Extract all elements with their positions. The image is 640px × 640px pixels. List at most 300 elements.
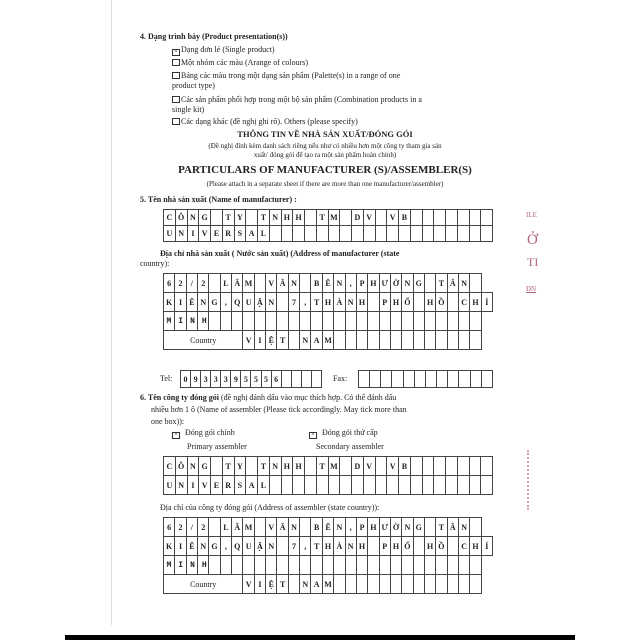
grid-cell[interactable]: H xyxy=(470,537,481,556)
grid-cell[interactable]: V xyxy=(266,274,277,293)
presentation-option[interactable] xyxy=(172,95,422,104)
grid-cell[interactable] xyxy=(322,312,333,331)
grid-cell[interactable]: I xyxy=(175,537,186,556)
country-cell[interactable] xyxy=(390,331,401,350)
grid-cell[interactable]: N xyxy=(269,457,281,476)
grid-cell[interactable]: 6 xyxy=(164,274,175,293)
grid-cell[interactable] xyxy=(422,226,434,242)
grid-cell[interactable] xyxy=(211,457,223,476)
country-cell[interactable]: I xyxy=(254,331,265,350)
grid-cell[interactable] xyxy=(434,457,446,476)
grid-cell[interactable] xyxy=(356,556,367,575)
grid-cell[interactable] xyxy=(311,312,322,331)
grid-cell[interactable]: Ô xyxy=(175,457,187,476)
grid-cell[interactable] xyxy=(334,556,345,575)
grid-cell[interactable]: V xyxy=(387,457,399,476)
grid-cell[interactable] xyxy=(446,476,458,495)
grid-cell[interactable]: Ư xyxy=(379,274,390,293)
fax-field[interactable] xyxy=(358,370,493,388)
grid-cell[interactable]: S xyxy=(234,476,246,495)
grid-cell[interactable] xyxy=(390,556,401,575)
grid-cell[interactable]: / xyxy=(186,274,197,293)
grid-cell[interactable] xyxy=(281,226,293,242)
grid-cell[interactable]: I xyxy=(187,476,199,495)
grid-cell[interactable]: L xyxy=(220,518,231,537)
grid-cell[interactable] xyxy=(254,312,265,331)
grid-cell[interactable]: U xyxy=(243,293,254,312)
grid-cell[interactable] xyxy=(311,556,322,575)
grid-cell[interactable]: G xyxy=(413,518,424,537)
grid-cell[interactable]: E xyxy=(211,476,223,495)
grid-cell[interactable] xyxy=(352,476,364,495)
grid-cell[interactable] xyxy=(300,312,311,331)
grid-cell[interactable]: À xyxy=(334,293,345,312)
grid-cell[interactable] xyxy=(434,210,446,226)
grid-cell[interactable]: N xyxy=(266,293,277,312)
grid-cell[interactable] xyxy=(457,457,469,476)
grid-cell[interactable] xyxy=(305,476,317,495)
grid-cell[interactable]: H xyxy=(293,210,305,226)
grid-cell[interactable] xyxy=(232,556,243,575)
grid-cell[interactable] xyxy=(277,293,288,312)
grid-cell[interactable] xyxy=(447,556,458,575)
grid-cell[interactable] xyxy=(300,274,311,293)
country-cell[interactable] xyxy=(379,575,390,594)
grid-cell[interactable] xyxy=(422,476,434,495)
grid-cell[interactable] xyxy=(269,476,281,495)
grid-cell[interactable]: , xyxy=(300,537,311,556)
grid-cell[interactable]: P xyxy=(356,518,367,537)
grid-cell[interactable] xyxy=(345,312,356,331)
manufacturer-name-grid[interactable] xyxy=(163,209,493,242)
grid-cell[interactable] xyxy=(375,226,387,242)
grid-cell[interactable]: Ê xyxy=(322,274,333,293)
grid-cell[interactable]: N xyxy=(334,274,345,293)
grid-cell[interactable]: N xyxy=(187,210,199,226)
grid-cell[interactable] xyxy=(288,312,299,331)
grid-cell[interactable]: Ố xyxy=(402,537,413,556)
country-cell[interactable] xyxy=(379,331,390,350)
grid-cell[interactable] xyxy=(446,457,458,476)
grid-cell[interactable]: H xyxy=(368,274,379,293)
grid-cell[interactable]: H xyxy=(322,293,333,312)
grid-cell[interactable]: Ê xyxy=(186,293,197,312)
grid-cell[interactable]: K xyxy=(164,293,175,312)
grid-cell[interactable] xyxy=(368,312,379,331)
grid-cell[interactable] xyxy=(392,371,403,388)
grid-cell[interactable] xyxy=(232,312,243,331)
grid-cell[interactable] xyxy=(457,476,469,495)
grid-cell[interactable]: T xyxy=(258,457,270,476)
grid-cell[interactable] xyxy=(277,556,288,575)
grid-cell[interactable] xyxy=(413,556,424,575)
grid-cell[interactable]: Â xyxy=(232,518,243,537)
grid-cell[interactable] xyxy=(266,556,277,575)
grid-cell[interactable]: Ô xyxy=(175,210,187,226)
grid-cell[interactable] xyxy=(266,312,277,331)
grid-cell[interactable]: H xyxy=(368,518,379,537)
grid-cell[interactable]: G xyxy=(209,537,220,556)
grid-cell[interactable] xyxy=(368,537,379,556)
grid-cell[interactable]: M xyxy=(328,210,340,226)
grid-cell[interactable]: , xyxy=(345,518,356,537)
grid-cell[interactable] xyxy=(387,476,399,495)
checkbox[interactable]: × xyxy=(172,49,180,56)
grid-cell[interactable] xyxy=(316,476,328,495)
country-cell[interactable] xyxy=(470,575,481,594)
country-cell[interactable] xyxy=(334,575,345,594)
country-cell[interactable]: M xyxy=(322,575,333,594)
grid-cell[interactable] xyxy=(470,274,481,293)
grid-cell[interactable]: Ê xyxy=(186,537,197,556)
country-cell[interactable] xyxy=(458,575,469,594)
grid-cell[interactable]: Í xyxy=(481,537,492,556)
assembler-name-grid[interactable] xyxy=(163,456,493,495)
grid-cell[interactable]: I xyxy=(175,293,186,312)
country-cell[interactable] xyxy=(390,575,401,594)
grid-cell[interactable] xyxy=(436,556,447,575)
grid-cell[interactable]: G xyxy=(209,293,220,312)
grid-cell[interactable] xyxy=(322,556,333,575)
country-cell[interactable] xyxy=(288,331,299,350)
grid-cell[interactable]: N xyxy=(266,537,277,556)
grid-cell[interactable] xyxy=(458,556,469,575)
grid-cell[interactable]: T xyxy=(436,518,447,537)
grid-cell[interactable] xyxy=(470,518,481,537)
grid-cell[interactable] xyxy=(277,537,288,556)
grid-cell[interactable] xyxy=(410,476,422,495)
country-cell[interactable] xyxy=(424,331,435,350)
country-cell[interactable]: T xyxy=(277,575,288,594)
grid-cell[interactable] xyxy=(414,371,425,388)
grid-cell[interactable] xyxy=(220,556,231,575)
grid-cell[interactable] xyxy=(457,226,469,242)
grid-cell[interactable]: A xyxy=(246,476,258,495)
grid-cell[interactable]: D xyxy=(352,457,364,476)
grid-cell[interactable] xyxy=(375,457,387,476)
checkbox[interactable] xyxy=(172,118,180,125)
grid-cell[interactable] xyxy=(481,371,492,388)
grid-cell[interactable]: Ă xyxy=(277,518,288,537)
grid-cell[interactable]: N xyxy=(269,210,281,226)
country-cell[interactable]: N xyxy=(300,575,311,594)
grid-cell[interactable]: V xyxy=(266,518,277,537)
grid-cell[interactable] xyxy=(469,457,481,476)
grid-cell[interactable] xyxy=(281,476,293,495)
country-cell[interactable] xyxy=(458,331,469,350)
grid-cell[interactable]: G xyxy=(199,457,211,476)
grid-cell[interactable]: C xyxy=(458,537,469,556)
country-cell[interactable] xyxy=(356,331,367,350)
grid-cell[interactable]: T xyxy=(258,210,270,226)
grid-cell[interactable]: Ậ xyxy=(254,537,265,556)
grid-cell[interactable]: G xyxy=(413,274,424,293)
country-cell[interactable]: T xyxy=(277,331,288,350)
grid-cell[interactable]: 7 xyxy=(288,537,299,556)
grid-cell[interactable]: 2 xyxy=(175,518,186,537)
grid-cell[interactable]: K xyxy=(164,537,175,556)
tel-field[interactable] xyxy=(180,370,322,388)
grid-cell[interactable]: 2 xyxy=(198,518,209,537)
grid-cell[interactable]: , xyxy=(220,293,231,312)
grid-cell[interactable] xyxy=(446,226,458,242)
country-cell[interactable]: Ệ xyxy=(266,331,277,350)
grid-cell[interactable] xyxy=(288,556,299,575)
country-cell[interactable] xyxy=(436,331,447,350)
grid-cell[interactable]: , xyxy=(220,537,231,556)
grid-cell[interactable]: H xyxy=(356,293,367,312)
grid-cell[interactable] xyxy=(291,371,301,388)
country-cell[interactable] xyxy=(345,331,356,350)
country-cell[interactable] xyxy=(447,575,458,594)
country-cell[interactable]: V xyxy=(243,331,254,350)
grid-cell[interactable]: V xyxy=(363,210,375,226)
grid-cell[interactable]: Ậ xyxy=(254,293,265,312)
presentation-option[interactable] xyxy=(172,71,400,80)
grid-cell[interactable]: H xyxy=(390,537,401,556)
grid-cell[interactable] xyxy=(363,226,375,242)
grid-cell[interactable] xyxy=(447,312,458,331)
country-cell[interactable] xyxy=(447,331,458,350)
grid-cell[interactable]: H xyxy=(281,210,293,226)
grid-cell[interactable]: G xyxy=(199,210,211,226)
grid-cell[interactable]: C xyxy=(164,210,176,226)
country-cell[interactable]: M xyxy=(322,331,333,350)
grid-cell[interactable]: Ồ xyxy=(436,293,447,312)
grid-cell[interactable]: P xyxy=(379,293,390,312)
grid-cell[interactable] xyxy=(293,476,305,495)
grid-cell[interactable] xyxy=(359,371,370,388)
country-cell[interactable]: V xyxy=(243,575,254,594)
grid-cell[interactable] xyxy=(254,556,265,575)
secondary-checkbox[interactable]: × xyxy=(309,432,317,439)
grid-cell[interactable]: N xyxy=(198,537,209,556)
grid-cell[interactable] xyxy=(403,371,414,388)
grid-cell[interactable]: Ờ xyxy=(390,274,401,293)
grid-cell[interactable] xyxy=(345,556,356,575)
presentation-option[interactable] xyxy=(172,45,275,56)
grid-cell[interactable]: T xyxy=(311,537,322,556)
grid-cell[interactable]: Ồ xyxy=(436,537,447,556)
grid-cell[interactable]: N xyxy=(187,457,199,476)
grid-cell[interactable] xyxy=(254,274,265,293)
grid-cell[interactable]: N xyxy=(198,293,209,312)
country-cell[interactable] xyxy=(368,331,379,350)
country-cell[interactable]: A xyxy=(311,575,322,594)
grid-cell[interactable]: Ố xyxy=(402,293,413,312)
grid-cell[interactable]: 5 xyxy=(241,371,251,388)
grid-cell[interactable]: H xyxy=(470,293,481,312)
grid-cell[interactable]: C xyxy=(458,293,469,312)
grid-cell[interactable]: 3 xyxy=(201,371,211,388)
grid-cell[interactable]: M xyxy=(243,274,254,293)
primary-assembler-option[interactable] xyxy=(172,428,235,439)
grid-cell[interactable] xyxy=(387,226,399,242)
grid-cell[interactable]: H xyxy=(390,293,401,312)
grid-cell[interactable] xyxy=(399,476,411,495)
grid-cell[interactable] xyxy=(340,210,352,226)
grid-cell[interactable] xyxy=(305,457,317,476)
grid-cell[interactable]: N xyxy=(288,274,299,293)
grid-cell[interactable] xyxy=(424,518,435,537)
grid-cell[interactable]: 3 xyxy=(211,371,221,388)
country-cell[interactable] xyxy=(424,575,435,594)
grid-cell[interactable] xyxy=(243,312,254,331)
grid-cell[interactable]: 6 xyxy=(164,518,175,537)
grid-cell[interactable]: Â xyxy=(447,274,458,293)
grid-cell[interactable]: / xyxy=(186,518,197,537)
grid-cell[interactable]: V xyxy=(199,226,211,242)
grid-cell[interactable] xyxy=(246,457,258,476)
grid-cell[interactable] xyxy=(413,312,424,331)
grid-cell[interactable]: 0 xyxy=(181,371,191,388)
grid-cell[interactable] xyxy=(457,210,469,226)
grid-cell[interactable] xyxy=(470,556,481,575)
grid-cell[interactable]: H xyxy=(424,537,435,556)
country-cell[interactable] xyxy=(413,575,424,594)
grid-cell[interactable]: Y xyxy=(234,210,246,226)
grid-cell[interactable] xyxy=(356,312,367,331)
grid-cell[interactable]: T xyxy=(436,274,447,293)
grid-cell[interactable]: N xyxy=(402,274,413,293)
grid-cell[interactable]: R xyxy=(222,476,234,495)
grid-cell[interactable]: S xyxy=(234,226,246,242)
presentation-option[interactable] xyxy=(172,117,358,126)
grid-cell[interactable] xyxy=(375,210,387,226)
grid-cell[interactable]: U xyxy=(243,537,254,556)
grid-cell[interactable] xyxy=(402,556,413,575)
grid-cell[interactable] xyxy=(413,293,424,312)
grid-cell[interactable]: 2 xyxy=(198,274,209,293)
grid-cell[interactable]: N xyxy=(402,518,413,537)
grid-cell[interactable]: L xyxy=(220,274,231,293)
grid-cell[interactable]: T xyxy=(311,293,322,312)
grid-cell[interactable] xyxy=(399,226,411,242)
grid-cell[interactable] xyxy=(340,476,352,495)
grid-cell[interactable] xyxy=(254,518,265,537)
grid-cell[interactable]: B xyxy=(399,210,411,226)
grid-cell[interactable]: E xyxy=(211,226,223,242)
grid-cell[interactable] xyxy=(425,371,436,388)
grid-cell[interactable] xyxy=(370,371,381,388)
grid-cell[interactable]: P xyxy=(379,537,390,556)
grid-cell[interactable]: B xyxy=(311,274,322,293)
grid-cell[interactable]: T xyxy=(316,210,328,226)
grid-cell[interactable] xyxy=(413,537,424,556)
grid-cell[interactable] xyxy=(293,226,305,242)
grid-cell[interactable] xyxy=(436,312,447,331)
country-cell[interactable]: I xyxy=(254,575,265,594)
grid-cell[interactable]: H xyxy=(424,293,435,312)
grid-cell[interactable] xyxy=(305,226,317,242)
grid-cell[interactable]: P xyxy=(356,274,367,293)
grid-cell[interactable] xyxy=(469,476,481,495)
grid-cell[interactable] xyxy=(220,312,231,331)
grid-cell[interactable]: 9 xyxy=(191,371,201,388)
grid-cell[interactable] xyxy=(402,312,413,331)
primary-checkbox[interactable]: × xyxy=(172,432,180,439)
grid-cell[interactable]: 5 xyxy=(261,371,271,388)
grid-cell[interactable] xyxy=(446,210,458,226)
grid-cell[interactable]: A xyxy=(246,226,258,242)
grid-cell[interactable] xyxy=(470,371,481,388)
grid-cell[interactable]: Ă xyxy=(277,274,288,293)
grid-cell[interactable] xyxy=(422,210,434,226)
grid-cell[interactable]: B xyxy=(311,518,322,537)
grid-cell[interactable] xyxy=(410,457,422,476)
grid-cell[interactable]: V xyxy=(363,457,375,476)
grid-cell[interactable]: T xyxy=(316,457,328,476)
grid-cell[interactable] xyxy=(458,312,469,331)
grid-cell[interactable]: C xyxy=(164,457,176,476)
grid-cell[interactable] xyxy=(277,312,288,331)
grid-cell[interactable]: D xyxy=(352,210,364,226)
grid-cell[interactable] xyxy=(281,371,291,388)
grid-cell[interactable] xyxy=(334,312,345,331)
grid-cell[interactable] xyxy=(368,293,379,312)
grid-cell[interactable] xyxy=(437,371,448,388)
country-cell[interactable] xyxy=(402,575,413,594)
grid-cell[interactable]: V xyxy=(199,476,211,495)
grid-cell[interactable] xyxy=(447,537,458,556)
grid-cell[interactable]: L xyxy=(258,226,270,242)
grid-cell[interactable] xyxy=(368,556,379,575)
grid-cell[interactable]: 6 xyxy=(271,371,281,388)
grid-cell[interactable]: H xyxy=(322,537,333,556)
country-cell[interactable] xyxy=(356,575,367,594)
grid-cell[interactable]: U xyxy=(164,226,176,242)
grid-cell[interactable] xyxy=(352,226,364,242)
grid-cell[interactable] xyxy=(211,210,223,226)
grid-cell[interactable]: N xyxy=(458,518,469,537)
grid-cell[interactable] xyxy=(469,210,481,226)
grid-cell[interactable] xyxy=(379,312,390,331)
grid-cell[interactable]: I xyxy=(187,226,199,242)
checkbox[interactable] xyxy=(172,59,180,66)
grid-cell[interactable]: Â xyxy=(232,274,243,293)
grid-cell[interactable]: U xyxy=(164,476,176,495)
grid-cell[interactable] xyxy=(469,226,481,242)
grid-cell[interactable]: , xyxy=(300,293,311,312)
grid-cell[interactable] xyxy=(481,210,493,226)
grid-cell[interactable] xyxy=(481,457,493,476)
grid-cell[interactable]: , xyxy=(345,274,356,293)
grid-cell[interactable] xyxy=(424,274,435,293)
grid-cell[interactable]: B xyxy=(399,457,411,476)
grid-cell[interactable]: Ư xyxy=(379,518,390,537)
grid-cell[interactable] xyxy=(311,371,321,388)
grid-cell[interactable] xyxy=(340,457,352,476)
grid-cell[interactable]: M xyxy=(328,457,340,476)
grid-cell[interactable] xyxy=(481,476,493,495)
grid-cell[interactable]: 9 xyxy=(231,371,241,388)
grid-cell[interactable] xyxy=(209,518,220,537)
grid-cell[interactable]: 7 xyxy=(288,293,299,312)
grid-cell[interactable]: H xyxy=(356,537,367,556)
country-cell[interactable] xyxy=(436,575,447,594)
grid-cell[interactable] xyxy=(328,476,340,495)
country-cell[interactable] xyxy=(334,331,345,350)
grid-cell[interactable]: H xyxy=(293,457,305,476)
grid-cell[interactable] xyxy=(470,312,481,331)
grid-cell[interactable] xyxy=(390,312,401,331)
grid-cell[interactable] xyxy=(243,556,254,575)
checkbox[interactable] xyxy=(172,72,180,79)
country-cell[interactable]: A xyxy=(311,331,322,350)
grid-cell[interactable] xyxy=(424,556,435,575)
checkbox[interactable] xyxy=(172,96,180,103)
grid-cell[interactable] xyxy=(447,293,458,312)
